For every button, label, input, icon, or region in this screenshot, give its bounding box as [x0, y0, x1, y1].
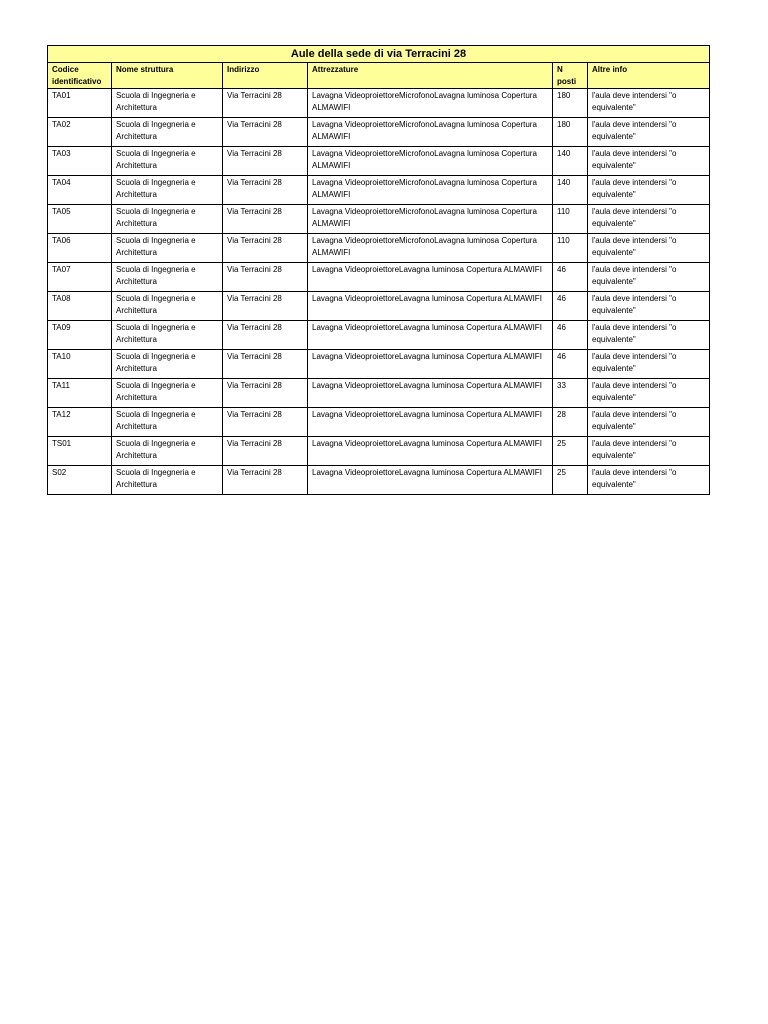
- cell-codice: TA09: [48, 321, 112, 350]
- cell-n-posti: 110: [553, 205, 588, 234]
- cell-nome-struttura: Scuola di Ingegneria e Architettura: [112, 350, 223, 379]
- table-row: [48, 89, 710, 118]
- spreadsheet-sheet: [47, 45, 709, 495]
- cell-nome-struttura: Scuola di Ingegneria e Architettura: [112, 234, 223, 263]
- table-row: [48, 118, 710, 147]
- header-altre-info: Altre info: [588, 63, 710, 89]
- cell-nome-struttura: Scuola di Ingegneria e Architettura: [112, 147, 223, 176]
- cell-attrezzature: Lavagna VideoproiettoreLavagna luminosa Copertura ALMAWIFI: [308, 350, 553, 379]
- cell-indirizzo: Via Terracini 28: [223, 437, 308, 466]
- cell-attrezzature: Lavagna VideoproiettoreMicrofonoLavagna luminosa Copertura ALMAWIFI: [308, 234, 553, 263]
- cell-codice: TA12: [48, 408, 112, 437]
- cell-n-posti: 180: [553, 118, 588, 147]
- cell-indirizzo: Via Terracini 28: [223, 118, 308, 147]
- cell-n-posti: 25: [553, 437, 588, 466]
- cell-indirizzo: Via Terracini 28: [223, 408, 308, 437]
- table-row: [48, 176, 710, 205]
- cell-indirizzo: Via Terracini 28: [223, 350, 308, 379]
- cell-altre-info: l'aula deve intendersi "o equivalente": [588, 350, 710, 379]
- cell-altre-info: l'aula deve intendersi "o equivalente": [588, 147, 710, 176]
- cell-altre-info: l'aula deve intendersi "o equivalente": [588, 205, 710, 234]
- title-row: [48, 46, 710, 63]
- table-row: [48, 263, 710, 292]
- table-row: [48, 466, 710, 495]
- table-row: [48, 321, 710, 350]
- cell-codice: TA03: [48, 147, 112, 176]
- cell-nome-struttura: Scuola di Ingegneria e Architettura: [112, 379, 223, 408]
- cell-indirizzo: Via Terracini 28: [223, 466, 308, 495]
- table-row: [48, 437, 710, 466]
- cell-attrezzature: Lavagna VideoproiettoreLavagna luminosa Copertura ALMAWIFI: [308, 379, 553, 408]
- header-indirizzo: Indirizzo: [223, 63, 308, 89]
- cell-attrezzature: Lavagna VideoproiettoreLavagna luminosa Copertura ALMAWIFI: [308, 408, 553, 437]
- cell-codice: TS01: [48, 437, 112, 466]
- cell-altre-info: l'aula deve intendersi "o equivalente": [588, 408, 710, 437]
- cell-n-posti: 180: [553, 89, 588, 118]
- cell-nome-struttura: Scuola di Ingegneria e Architettura: [112, 321, 223, 350]
- cell-codice: TA02: [48, 118, 112, 147]
- cell-n-posti: 110: [553, 234, 588, 263]
- table-row: [48, 408, 710, 437]
- cell-altre-info: l'aula deve intendersi "o equivalente": [588, 379, 710, 408]
- cell-nome-struttura: Scuola di Ingegneria e Architettura: [112, 292, 223, 321]
- cell-n-posti: 46: [553, 263, 588, 292]
- cell-n-posti: 140: [553, 147, 588, 176]
- cell-attrezzature: Lavagna VideoproiettoreMicrofonoLavagna luminosa Copertura ALMAWIFI: [308, 176, 553, 205]
- cell-attrezzature: Lavagna VideoproiettoreMicrofonoLavagna luminosa Copertura ALMAWIFI: [308, 147, 553, 176]
- cell-altre-info: l'aula deve intendersi "o equivalente": [588, 437, 710, 466]
- cell-altre-info: l'aula deve intendersi "o equivalente": [588, 118, 710, 147]
- cell-altre-info: l'aula deve intendersi "o equivalente": [588, 176, 710, 205]
- cell-altre-info: l'aula deve intendersi "o equivalente": [588, 321, 710, 350]
- cell-codice: TA08: [48, 292, 112, 321]
- cell-codice: TA07: [48, 263, 112, 292]
- cell-nome-struttura: Scuola di Ingegneria e Architettura: [112, 176, 223, 205]
- cell-codice: TA05: [48, 205, 112, 234]
- cell-codice: S02: [48, 466, 112, 495]
- cell-nome-struttura: Scuola di Ingegneria e Architettura: [112, 205, 223, 234]
- cell-indirizzo: Via Terracini 28: [223, 205, 308, 234]
- cell-altre-info: l'aula deve intendersi "o equivalente": [588, 292, 710, 321]
- cell-indirizzo: Via Terracini 28: [223, 234, 308, 263]
- cell-nome-struttura: Scuola di Ingegneria e Architettura: [112, 118, 223, 147]
- cell-indirizzo: Via Terracini 28: [223, 263, 308, 292]
- cell-codice: TA04: [48, 176, 112, 205]
- table-row: [48, 350, 710, 379]
- cell-altre-info: l'aula deve intendersi "o equivalente": [588, 89, 710, 118]
- table-title: Aule della sede di via Terracini 28: [48, 46, 710, 63]
- cell-codice: TA10: [48, 350, 112, 379]
- table-row: [48, 205, 710, 234]
- cell-indirizzo: Via Terracini 28: [223, 379, 308, 408]
- cell-codice: TA11: [48, 379, 112, 408]
- cell-n-posti: 28: [553, 408, 588, 437]
- cell-attrezzature: Lavagna VideoproiettoreLavagna luminosa Copertura ALMAWIFI: [308, 321, 553, 350]
- cell-n-posti: 25: [553, 466, 588, 495]
- cell-n-posti: 46: [553, 292, 588, 321]
- table-row: [48, 292, 710, 321]
- table-body: [48, 89, 710, 495]
- cell-attrezzature: Lavagna VideoproiettoreLavagna luminosa Copertura ALMAWIFI: [308, 466, 553, 495]
- table-row: [48, 379, 710, 408]
- cell-indirizzo: Via Terracini 28: [223, 147, 308, 176]
- cell-attrezzature: Lavagna VideoproiettoreLavagna luminosa Copertura ALMAWIFI: [308, 263, 553, 292]
- cell-nome-struttura: Scuola di Ingegneria e Architettura: [112, 466, 223, 495]
- cell-codice: TA06: [48, 234, 112, 263]
- header-attrezzature: Attrezzature: [308, 63, 553, 89]
- classrooms-table: [47, 45, 710, 495]
- cell-altre-info: l'aula deve intendersi "o equivalente": [588, 466, 710, 495]
- header-row: [48, 63, 710, 89]
- cell-indirizzo: Via Terracini 28: [223, 292, 308, 321]
- cell-nome-struttura: Scuola di Ingegneria e Architettura: [112, 263, 223, 292]
- header-nome-struttura: Nome struttura: [112, 63, 223, 89]
- table-row: [48, 147, 710, 176]
- cell-indirizzo: Via Terracini 28: [223, 321, 308, 350]
- cell-n-posti: 140: [553, 176, 588, 205]
- cell-altre-info: l'aula deve intendersi "o equivalente": [588, 234, 710, 263]
- cell-indirizzo: Via Terracini 28: [223, 176, 308, 205]
- cell-nome-struttura: Scuola di Ingegneria e Architettura: [112, 408, 223, 437]
- cell-altre-info: l'aula deve intendersi "o equivalente": [588, 263, 710, 292]
- cell-n-posti: 46: [553, 350, 588, 379]
- cell-attrezzature: Lavagna VideoproiettoreMicrofonoLavagna luminosa Copertura ALMAWIFI: [308, 89, 553, 118]
- cell-codice: TA01: [48, 89, 112, 118]
- header-n-posti: N posti: [553, 63, 588, 89]
- cell-attrezzature: Lavagna VideoproiettoreLavagna luminosa Copertura ALMAWIFI: [308, 437, 553, 466]
- header-codice: Codice identificativo: [48, 63, 112, 89]
- table-row: [48, 234, 710, 263]
- cell-nome-struttura: Scuola di Ingegneria e Architettura: [112, 89, 223, 118]
- cell-indirizzo: Via Terracini 28: [223, 89, 308, 118]
- cell-nome-struttura: Scuola di Ingegneria e Architettura: [112, 437, 223, 466]
- cell-attrezzature: Lavagna VideoproiettoreLavagna luminosa Copertura ALMAWIFI: [308, 292, 553, 321]
- cell-attrezzature: Lavagna VideoproiettoreMicrofonoLavagna luminosa Copertura ALMAWIFI: [308, 205, 553, 234]
- cell-n-posti: 33: [553, 379, 588, 408]
- cell-attrezzature: Lavagna VideoproiettoreMicrofonoLavagna luminosa Copertura ALMAWIFI: [308, 118, 553, 147]
- cell-n-posti: 46: [553, 321, 588, 350]
